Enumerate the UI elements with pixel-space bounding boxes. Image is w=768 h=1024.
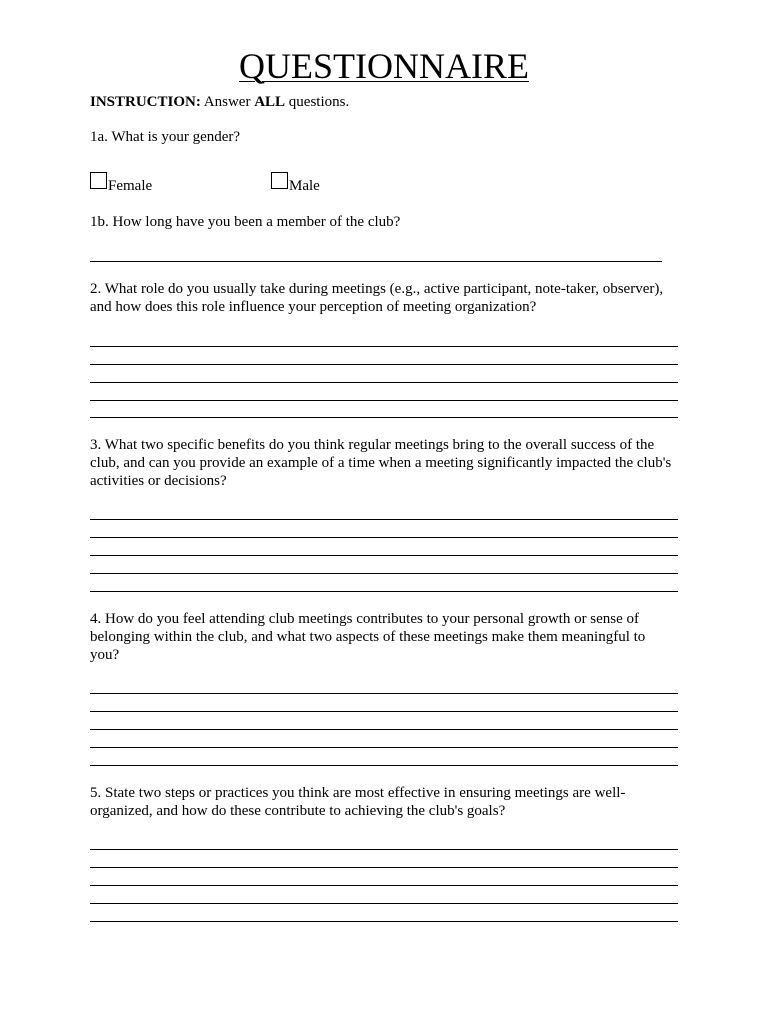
option-male[interactable]	[271, 171, 320, 194]
question-4-line-1: 4. How do you feel attending club meetings contributes to your personal growth or sense of	[90, 611, 640, 627]
question-3-line-1: 3. What two specific benefits do you think regular meetings bring to the overall success of the	[90, 437, 655, 453]
instruction-text-after: questions.	[285, 94, 350, 110]
question-2-line-2: and how does this role influence your perception of meeting organization?	[90, 299, 537, 315]
answer-line[interactable]	[90, 591, 678, 592]
question-5-line-1: 5. State two steps or practices you think are most effective in ensuring meetings are well-	[90, 785, 626, 801]
question-4	[90, 610, 678, 664]
question-1a: 1a. What is your gender?	[90, 129, 241, 145]
answer-line[interactable]	[90, 693, 678, 694]
answer-line[interactable]	[90, 903, 678, 904]
question-3-line-2: club, and can you provide an example of a time when a meeting significantly impacted the club's	[90, 455, 672, 471]
female-label: Female	[108, 178, 153, 194]
question-5-line-2: organized, and how do these contribute to achieving the club's goals?	[90, 803, 506, 819]
answer-line[interactable]	[90, 729, 678, 730]
title-text: QUESTIONNAIRE	[239, 46, 529, 86]
answer-line[interactable]	[90, 555, 678, 556]
answer-line[interactable]	[90, 364, 678, 365]
answer-line[interactable]	[90, 867, 678, 868]
question-2	[90, 280, 678, 316]
male-label: Male	[289, 178, 320, 194]
question-5	[90, 784, 678, 820]
question-1b: 1b. How long have you been a member of the club?	[90, 214, 401, 230]
question-4-line-2: belonging within the club, and what two aspects of these meetings make them meaningful to	[90, 629, 646, 645]
female-checkbox[interactable]	[90, 172, 107, 189]
answer-line[interactable]	[90, 417, 678, 418]
answer-line[interactable]	[90, 537, 678, 538]
option-female[interactable]	[90, 171, 153, 194]
instruction-text-before: Answer	[200, 94, 255, 110]
page-title	[90, 44, 678, 88]
answer-line[interactable]	[90, 573, 678, 574]
answer-line[interactable]	[90, 849, 678, 850]
male-checkbox[interactable]	[271, 172, 288, 189]
answer-line[interactable]	[90, 346, 678, 347]
answer-line[interactable]	[90, 519, 678, 520]
answer-line[interactable]	[90, 382, 678, 383]
question-3	[90, 436, 678, 490]
answer-line[interactable]	[90, 711, 678, 712]
answer-line[interactable]	[90, 921, 678, 922]
instruction	[90, 93, 349, 111]
answer-line[interactable]	[90, 885, 678, 886]
question-2-line-1: 2. What role do you usually take during meetings (e.g., active participant, note-taker, observer),	[90, 281, 664, 297]
answer-line[interactable]	[90, 765, 678, 766]
answer-line[interactable]	[90, 400, 678, 401]
question-4-line-3: you?	[90, 647, 120, 663]
answer-line[interactable]	[90, 747, 678, 748]
instruction-label: INSTRUCTION:	[90, 94, 201, 110]
instruction-emphasis: ALL	[254, 94, 286, 110]
answer-line[interactable]	[90, 261, 662, 262]
gender-options	[90, 171, 678, 195]
question-3-line-3: activities or decisions?	[90, 473, 227, 489]
